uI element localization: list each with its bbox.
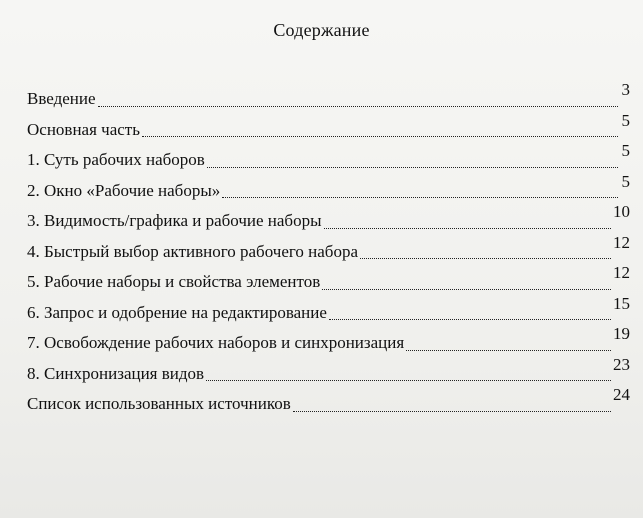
toc-entry-label: Введение xyxy=(27,89,96,108)
toc-entry xyxy=(27,141,630,176)
toc-entry-page: 3 xyxy=(621,80,630,99)
toc-entry-page: 5 xyxy=(621,141,630,160)
toc-entry xyxy=(27,202,630,237)
dot-leader xyxy=(329,319,611,320)
toc-entry xyxy=(27,80,630,115)
toc-title: Содержание xyxy=(273,20,370,40)
toc-entry xyxy=(27,354,630,390)
dot-leader xyxy=(406,350,611,351)
dot-leader xyxy=(142,136,618,137)
dot-leader xyxy=(222,197,618,198)
toc-entry xyxy=(27,110,630,146)
toc-entry-label: 6. Запрос и одобрение на редактирование xyxy=(27,302,327,322)
toc-entry-page: 24 xyxy=(613,385,630,404)
toc-entry-label: 8. Синхронизация видов xyxy=(27,363,205,383)
dot-leader xyxy=(207,167,618,168)
toc-entry-page: 10 xyxy=(613,202,630,221)
toc-entry-page: 5 xyxy=(621,110,630,130)
toc-entry-page: 15 xyxy=(613,293,630,313)
toc-entry-page: 19 xyxy=(613,324,630,343)
toc-entry xyxy=(27,293,630,329)
dot-leader xyxy=(293,411,611,412)
toc-entry-label: Основная часть xyxy=(27,119,140,139)
toc-entry xyxy=(27,232,630,268)
toc-entry-label: 7. Освобождение рабочих наборов и синхронизация xyxy=(27,333,405,352)
toc-entry-label: 4. Быстрый выбор активного рабочего набора xyxy=(27,241,359,261)
toc-entry-page: 12 xyxy=(613,263,630,282)
toc-entry-label: 2. Окно «Рабочие наборы» xyxy=(27,180,221,200)
toc-entry-page: 12 xyxy=(613,232,630,252)
toc-entry-label: 5. Рабочие наборы и свойства элементов xyxy=(27,272,321,291)
toc-entry xyxy=(27,324,630,359)
toc-entry-page: 23 xyxy=(613,354,630,374)
dot-leader xyxy=(206,380,611,381)
toc-entry xyxy=(27,385,630,420)
toc-entry-label: 3. Видимость/графика и рабочие наборы xyxy=(27,211,322,230)
toc-entry-label: 1. Суть рабочих наборов xyxy=(27,150,205,169)
toc-entry-page: 5 xyxy=(621,171,630,191)
dot-leader xyxy=(360,258,611,259)
toc-entry xyxy=(27,171,630,207)
dot-leader xyxy=(98,106,618,107)
dot-leader xyxy=(324,228,611,229)
dot-leader xyxy=(322,289,611,290)
toc-list xyxy=(27,80,630,420)
toc-entry-label: Список использованных источников xyxy=(27,394,291,413)
toc-entry xyxy=(27,263,630,298)
